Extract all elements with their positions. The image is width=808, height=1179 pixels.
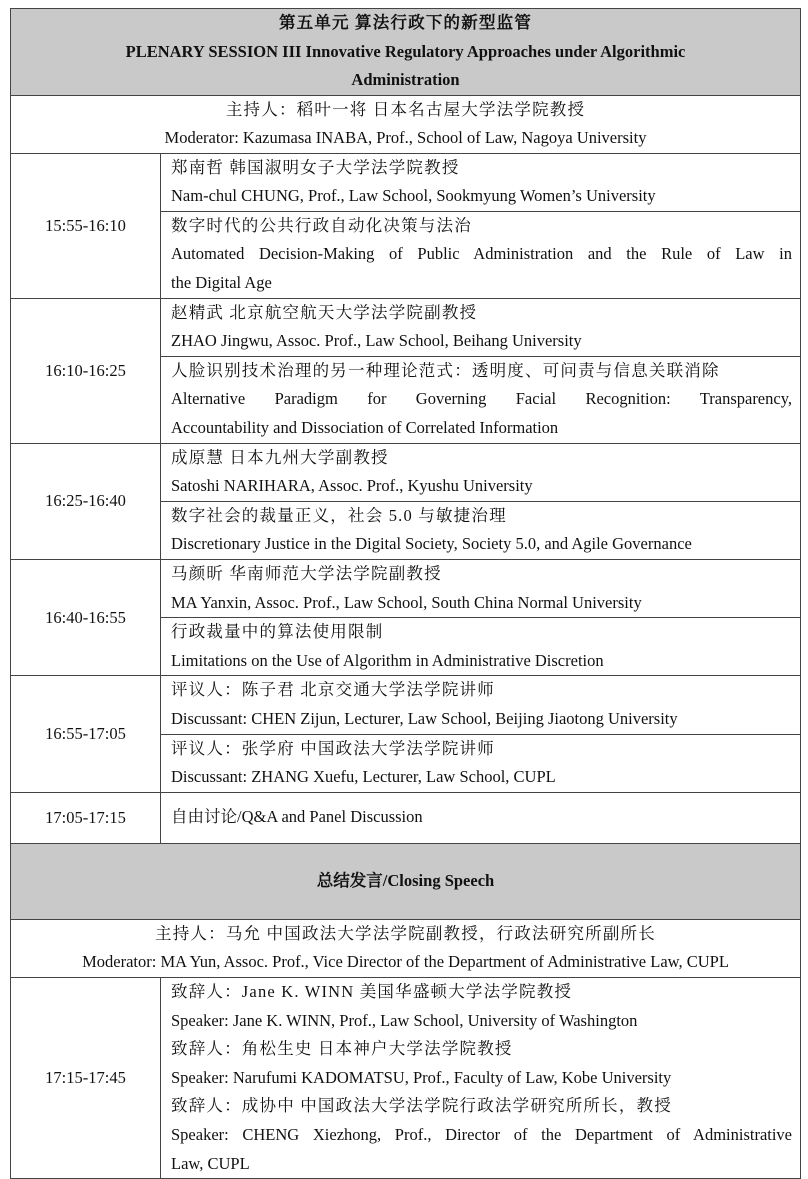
closing-speaker-en: Speaker: Jane K. WINN, Prof., Law School, University of Washington [171,1010,638,1030]
discussant-en: Discussant: ZHANG Xuefu, Lecturer, Law School, CUPL [171,767,556,787]
topic-zh: 数字社会的裁量正义，社会 5.0 与敏捷治理 [171,505,507,525]
time-slot: 17:15-17:45 [11,977,161,1178]
closing-moderator [11,919,801,977]
speaker-en: MA Yanxin, Assoc. Prof., Law School, South China Normal University [171,592,642,612]
topic-zh: 行政裁量中的算法使用限制 [171,622,384,642]
time-slot: 16:10-16:25 [11,298,161,443]
topic-zh: 数字时代的公共行政自动化决策与法治 [171,215,472,235]
schedule-row [11,153,801,211]
session-header [11,9,801,96]
topic-zh: 人脸识别技术治理的另一种理论范式：透明度、可问责与信息关联消除 [171,360,720,380]
discussant-cell [161,676,801,734]
discussant-cell [161,734,801,792]
topic-en-line1: Automated Decision-Making of Public Administration and the Rule of Law in [171,244,793,264]
discussant-zh: 评议人：张学府 中国政法大学法学院讲师 [171,738,495,758]
topic-en-line1: Discretionary Justice in the Digital Society, Society 5.0, and Agile Governance [171,534,692,554]
moderator-zh: 主持人：稻叶一将 日本名古屋大学法学院教授 [225,99,586,119]
speaker-en: Nam-chul CHUNG, Prof., Law School, Sookmyung Women’s University [171,186,656,206]
speaker-en: ZHAO Jingwu, Assoc. Prof., Law School, Beihang University [171,331,582,351]
schedule-row [11,977,801,1178]
time-slot: 16:40-16:55 [11,560,161,676]
closing-speaker-zh: 致辞人：成协中 中国政法大学法学院行政法学研究所所长，教授 [171,1096,672,1116]
time-slot: 15:55-16:10 [11,153,161,298]
topic-cell [161,356,801,443]
closing-speaker-zh: 致辞人：角松生史 日本神户大学法学院教授 [171,1039,513,1059]
topic-en-line1: Alternative Paradigm for Governing Facial Recognition: Transparency, [171,389,793,409]
time-slot: 17:05-17:15 [11,792,161,843]
closing-speaker-en: Speaker: Narufumi KADOMATSU, Prof., Faculty of Law, Kobe University [171,1067,672,1087]
discussion-label: 自由讨论/Q&A and Panel Discussion [171,807,423,827]
session-moderator [11,95,801,153]
closing-header [11,843,801,919]
moderator-zh: 主持人：马允 中国政法大学法学院副教授，行政法研究所副所长 [155,923,656,943]
moderator-en: Moderator: MA Yun, Assoc. Prof., Vice Director of the Department of Administrative Law, CUPL [82,952,729,972]
speaker-cell [161,153,801,211]
schedule-row [11,676,801,734]
speaker-zh: 赵精武 北京航空航天大学法学院副教授 [171,302,478,322]
schedule-row [11,560,801,618]
closing-speaker-zh: 致辞人：Jane K. WINN 美国华盛顿大学法学院教授 [171,981,573,1001]
session-title-zh: 第五单元 算法行政下的新型监管 [278,13,533,32]
speaker-en: Satoshi NARIHARA, Assoc. Prof., Kyushu University [171,476,533,496]
time-slot: 16:55-17:05 [11,676,161,792]
topic-en-line2: the Digital Age [171,273,272,293]
speaker-zh: 郑南哲 韩国淑明女子大学法学院教授 [171,157,460,177]
discussion-cell [161,792,801,843]
schedule-row [11,443,801,501]
schedule-row [11,792,801,843]
speaker-cell [161,298,801,356]
session-title-en-line2: Administration [351,70,460,89]
speaker-zh: 成原慧 日本九州大学副教授 [171,447,389,467]
closing-title: 总结发言/Closing Speech [316,871,495,890]
speaker-cell [161,443,801,501]
schedule-table [10,8,801,1179]
closing-speaker-en: Speaker: CHENG Xiezhong, Prof., Director of the Department of Administrative [171,1124,793,1144]
topic-cell [161,618,801,676]
topic-en-line2: Accountability and Dissociation of Correlated Information [171,418,559,438]
topic-cell [161,211,801,298]
closing-speaker-en: Law, CUPL [171,1153,250,1173]
topic-en-line1: Limitations on the Use of Algorithm in Administrative Discretion [171,650,604,670]
speaker-zh: 马颜昕 华南师范大学法学院副教授 [171,564,442,583]
closing-speakers-cell [161,977,801,1178]
speaker-cell [161,560,801,618]
time-slot: 16:25-16:40 [11,443,161,559]
moderator-en: Moderator: Kazumasa INABA, Prof., School of Law, Nagoya University [164,128,647,148]
topic-cell [161,501,801,559]
discussant-en: Discussant: CHEN Zijun, Lecturer, Law School, Beijing Jiaotong University [171,708,678,728]
discussant-zh: 评议人：陈子君 北京交通大学法学院讲师 [171,680,495,700]
session-title-en-line1: PLENARY SESSION III Innovative Regulatory Approaches under Algorithmic [125,41,686,61]
schedule-row [11,298,801,356]
